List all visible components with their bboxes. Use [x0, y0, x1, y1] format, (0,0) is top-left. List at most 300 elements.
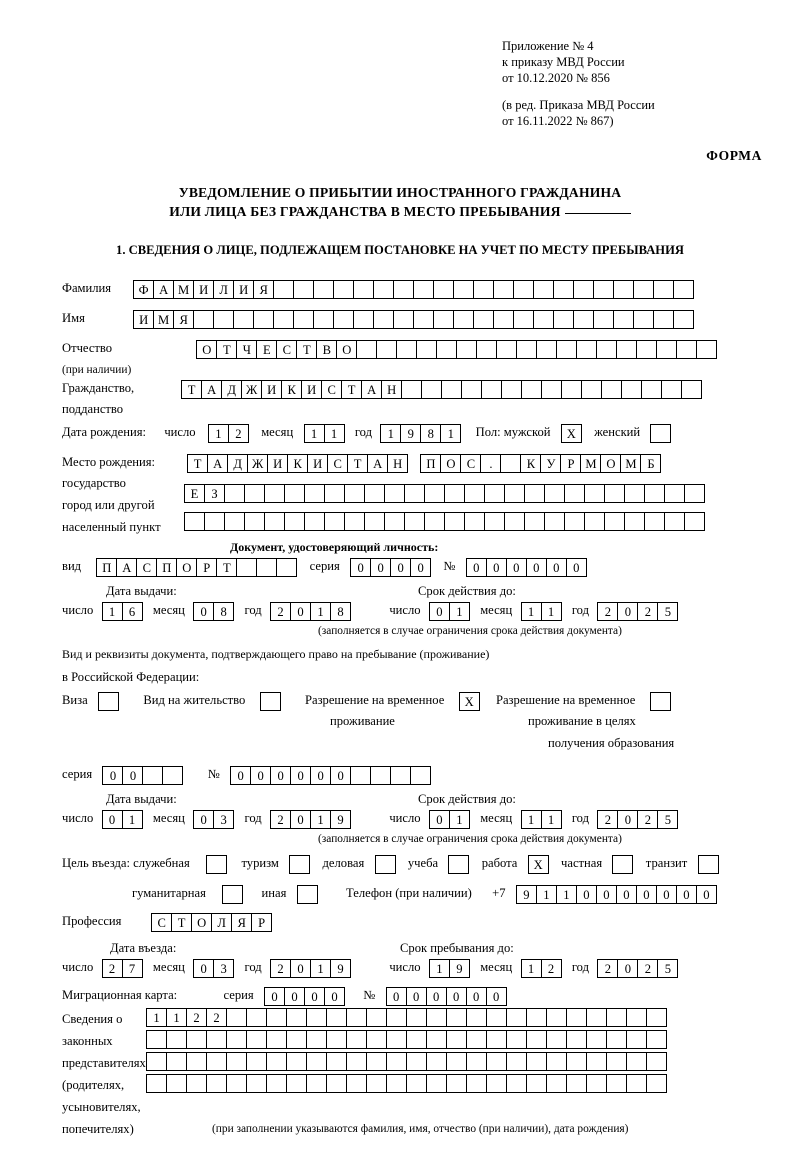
- char-cell[interactable]: Т: [187, 454, 208, 473]
- char-cell[interactable]: 0: [636, 885, 657, 904]
- char-cell[interactable]: [504, 512, 525, 531]
- char-cell[interactable]: [213, 310, 234, 329]
- char-cell[interactable]: [626, 1074, 647, 1093]
- char-cell[interactable]: [166, 1030, 187, 1049]
- char-cell[interactable]: [404, 484, 425, 503]
- char-cell[interactable]: Ж: [241, 380, 262, 399]
- char-cell[interactable]: [404, 512, 425, 531]
- checkbox-private[interactable]: [612, 855, 633, 874]
- char-cell[interactable]: 0: [566, 558, 587, 577]
- char-cell[interactable]: [333, 280, 354, 299]
- char-cell[interactable]: 0: [616, 885, 637, 904]
- input-mc-series[interactable]: [264, 987, 345, 1006]
- char-cell[interactable]: [553, 310, 574, 329]
- checkbox-sex-female[interactable]: [650, 424, 671, 443]
- char-cell[interactable]: 0: [330, 766, 351, 785]
- char-cell[interactable]: [373, 310, 394, 329]
- input-stay-issue-month[interactable]: [193, 810, 234, 829]
- char-cell[interactable]: [564, 484, 585, 503]
- char-cell[interactable]: [626, 1008, 647, 1027]
- char-cell[interactable]: [636, 340, 657, 359]
- char-cell[interactable]: [564, 512, 585, 531]
- char-cell[interactable]: 1: [310, 602, 331, 621]
- char-cell[interactable]: Л: [211, 913, 232, 932]
- char-cell[interactable]: [493, 280, 514, 299]
- char-cell[interactable]: [633, 280, 654, 299]
- char-cell[interactable]: [233, 310, 254, 329]
- char-cell[interactable]: [313, 310, 334, 329]
- char-cell[interactable]: О: [440, 454, 461, 473]
- char-cell[interactable]: [246, 1008, 267, 1027]
- char-cell[interactable]: [464, 484, 485, 503]
- char-cell[interactable]: У: [540, 454, 561, 473]
- char-cell[interactable]: [206, 1030, 227, 1049]
- char-cell[interactable]: 1: [440, 424, 461, 443]
- char-cell[interactable]: [506, 1030, 527, 1049]
- char-cell[interactable]: [226, 1008, 247, 1027]
- char-cell[interactable]: [544, 484, 565, 503]
- char-cell[interactable]: З: [204, 484, 225, 503]
- char-cell[interactable]: Е: [184, 484, 205, 503]
- char-cell[interactable]: [333, 310, 354, 329]
- char-cell[interactable]: [376, 340, 397, 359]
- char-cell[interactable]: [624, 484, 645, 503]
- char-cell[interactable]: [466, 1052, 487, 1071]
- input-stay-until-year[interactable]: [597, 959, 678, 978]
- checkbox-residence-permit[interactable]: [260, 692, 281, 711]
- char-cell[interactable]: 0: [370, 558, 391, 577]
- input-mc-number[interactable]: [386, 987, 507, 1006]
- char-cell[interactable]: 0: [193, 602, 214, 621]
- char-cell[interactable]: [576, 340, 597, 359]
- char-cell[interactable]: [593, 310, 614, 329]
- char-cell[interactable]: [486, 1030, 507, 1049]
- char-cell[interactable]: [506, 1008, 527, 1027]
- char-cell[interactable]: [626, 1030, 647, 1049]
- input-doc-valid-month[interactable]: [521, 602, 562, 621]
- char-cell[interactable]: [326, 1030, 347, 1049]
- char-cell[interactable]: 2: [637, 959, 658, 978]
- char-cell[interactable]: [466, 1074, 487, 1093]
- char-cell[interactable]: [500, 454, 521, 473]
- char-cell[interactable]: [606, 1030, 627, 1049]
- char-cell[interactable]: 1: [310, 959, 331, 978]
- input-stay-issue-year[interactable]: [270, 810, 351, 829]
- char-cell[interactable]: 9: [516, 885, 537, 904]
- char-cell[interactable]: 8: [420, 424, 441, 443]
- char-cell[interactable]: [626, 1052, 647, 1071]
- char-cell[interactable]: [346, 1030, 367, 1049]
- char-cell[interactable]: Р: [560, 454, 581, 473]
- char-cell[interactable]: [506, 1074, 527, 1093]
- char-cell[interactable]: [344, 484, 365, 503]
- char-cell[interactable]: 1: [122, 810, 143, 829]
- char-cell[interactable]: [186, 1052, 207, 1071]
- char-cell[interactable]: К: [281, 380, 302, 399]
- char-cell[interactable]: [464, 512, 485, 531]
- char-cell[interactable]: 0: [290, 810, 311, 829]
- char-cell[interactable]: [324, 484, 345, 503]
- checkbox-sex-male[interactable]: X: [561, 424, 582, 443]
- char-cell[interactable]: [266, 1008, 287, 1027]
- char-cell[interactable]: [526, 1074, 547, 1093]
- char-cell[interactable]: [446, 1008, 467, 1027]
- char-cell[interactable]: [573, 280, 594, 299]
- char-cell[interactable]: 0: [284, 987, 305, 1006]
- char-cell[interactable]: [186, 1030, 207, 1049]
- char-cell[interactable]: [546, 1052, 567, 1071]
- char-cell[interactable]: [426, 1030, 447, 1049]
- char-cell[interactable]: [286, 1074, 307, 1093]
- char-cell[interactable]: [166, 1074, 187, 1093]
- char-cell[interactable]: [246, 1074, 267, 1093]
- char-cell[interactable]: [466, 1030, 487, 1049]
- char-cell[interactable]: [413, 280, 434, 299]
- char-cell[interactable]: 2: [206, 1008, 227, 1027]
- char-cell[interactable]: [584, 512, 605, 531]
- char-cell[interactable]: [486, 1008, 507, 1027]
- char-cell[interactable]: [433, 280, 454, 299]
- char-cell[interactable]: О: [176, 558, 197, 577]
- char-cell[interactable]: [264, 512, 285, 531]
- char-cell[interactable]: [424, 512, 445, 531]
- checkbox-work[interactable]: X: [528, 855, 549, 874]
- char-cell[interactable]: [446, 1030, 467, 1049]
- char-cell[interactable]: [664, 512, 685, 531]
- char-cell[interactable]: [496, 340, 517, 359]
- input-entry-year[interactable]: [270, 959, 351, 978]
- char-cell[interactable]: [346, 1008, 367, 1027]
- char-cell[interactable]: М: [153, 310, 174, 329]
- char-cell[interactable]: [384, 512, 405, 531]
- char-cell[interactable]: [406, 1074, 427, 1093]
- char-cell[interactable]: [421, 380, 442, 399]
- char-cell[interactable]: [486, 1074, 507, 1093]
- char-cell[interactable]: И: [267, 454, 288, 473]
- char-cell[interactable]: [584, 484, 605, 503]
- char-cell[interactable]: 2: [597, 602, 618, 621]
- char-cell[interactable]: И: [307, 454, 328, 473]
- input-birth-month[interactable]: [304, 424, 345, 443]
- char-cell[interactable]: [166, 1052, 187, 1071]
- input-birth-city-row3[interactable]: [184, 512, 705, 531]
- char-cell[interactable]: 5: [657, 602, 678, 621]
- char-cell[interactable]: [453, 310, 474, 329]
- char-cell[interactable]: 9: [330, 959, 351, 978]
- input-legal-rep-row3[interactable]: [146, 1052, 667, 1071]
- char-cell[interactable]: 2: [637, 810, 658, 829]
- char-cell[interactable]: 0: [290, 766, 311, 785]
- char-cell[interactable]: [304, 484, 325, 503]
- char-cell[interactable]: [441, 380, 462, 399]
- input-doc-series[interactable]: [350, 558, 431, 577]
- char-cell[interactable]: 0: [304, 987, 325, 1006]
- char-cell[interactable]: [566, 1074, 587, 1093]
- char-cell[interactable]: [273, 280, 294, 299]
- char-cell[interactable]: [264, 484, 285, 503]
- char-cell[interactable]: [326, 1074, 347, 1093]
- char-cell[interactable]: [236, 558, 257, 577]
- char-cell[interactable]: [593, 280, 614, 299]
- char-cell[interactable]: [366, 1074, 387, 1093]
- char-cell[interactable]: 0: [506, 558, 527, 577]
- char-cell[interactable]: 0: [429, 810, 450, 829]
- char-cell[interactable]: А: [116, 558, 137, 577]
- char-cell[interactable]: [484, 484, 505, 503]
- char-cell[interactable]: [390, 766, 411, 785]
- char-cell[interactable]: [244, 484, 265, 503]
- char-cell[interactable]: [366, 1052, 387, 1071]
- char-cell[interactable]: [586, 1052, 607, 1071]
- char-cell[interactable]: [226, 1074, 247, 1093]
- char-cell[interactable]: 1: [541, 810, 562, 829]
- char-cell[interactable]: [566, 1030, 587, 1049]
- char-cell[interactable]: [204, 512, 225, 531]
- char-cell[interactable]: [426, 1052, 447, 1071]
- char-cell[interactable]: [646, 1052, 667, 1071]
- char-cell[interactable]: [244, 512, 265, 531]
- char-cell[interactable]: 0: [429, 602, 450, 621]
- char-cell[interactable]: [526, 1052, 547, 1071]
- char-cell[interactable]: 0: [426, 987, 447, 1006]
- char-cell[interactable]: 0: [350, 558, 371, 577]
- char-cell[interactable]: О: [600, 454, 621, 473]
- char-cell[interactable]: [353, 280, 374, 299]
- char-cell[interactable]: 9: [400, 424, 421, 443]
- checkbox-study[interactable]: [448, 855, 469, 874]
- char-cell[interactable]: 0: [656, 885, 677, 904]
- char-cell[interactable]: [601, 380, 622, 399]
- char-cell[interactable]: [684, 484, 705, 503]
- char-cell[interactable]: Л: [213, 280, 234, 299]
- char-cell[interactable]: [521, 380, 542, 399]
- input-stay-until-day[interactable]: [429, 959, 470, 978]
- char-cell[interactable]: Н: [381, 380, 402, 399]
- char-cell[interactable]: [293, 310, 314, 329]
- input-stay-series[interactable]: [102, 766, 183, 785]
- char-cell[interactable]: 2: [270, 810, 291, 829]
- char-cell[interactable]: [186, 1074, 207, 1093]
- char-cell[interactable]: И: [301, 380, 322, 399]
- char-cell[interactable]: [681, 380, 702, 399]
- input-birth-year[interactable]: [380, 424, 461, 443]
- checkbox-purpose-official[interactable]: [206, 855, 227, 874]
- char-cell[interactable]: 2: [270, 959, 291, 978]
- char-cell[interactable]: [366, 1030, 387, 1049]
- char-cell[interactable]: Р: [196, 558, 217, 577]
- char-cell[interactable]: 1: [380, 424, 401, 443]
- char-cell[interactable]: [596, 340, 617, 359]
- char-cell[interactable]: [401, 380, 422, 399]
- input-birth-day[interactable]: [208, 424, 249, 443]
- char-cell[interactable]: К: [287, 454, 308, 473]
- char-cell[interactable]: [386, 1074, 407, 1093]
- char-cell[interactable]: 0: [193, 810, 214, 829]
- char-cell[interactable]: 1: [429, 959, 450, 978]
- char-cell[interactable]: Б: [640, 454, 661, 473]
- input-doc-issue-year[interactable]: [270, 602, 351, 621]
- char-cell[interactable]: [256, 558, 277, 577]
- input-stay-number[interactable]: [230, 766, 431, 785]
- char-cell[interactable]: [473, 310, 494, 329]
- input-doc-valid-day[interactable]: [429, 602, 470, 621]
- char-cell[interactable]: Я: [253, 280, 274, 299]
- char-cell[interactable]: [581, 380, 602, 399]
- char-cell[interactable]: [436, 340, 457, 359]
- char-cell[interactable]: [624, 512, 645, 531]
- char-cell[interactable]: [526, 1008, 547, 1027]
- input-doc-issue-day[interactable]: [102, 602, 143, 621]
- char-cell[interactable]: [621, 380, 642, 399]
- char-cell[interactable]: [313, 280, 334, 299]
- char-cell[interactable]: [533, 310, 554, 329]
- char-cell[interactable]: О: [196, 340, 217, 359]
- char-cell[interactable]: 1: [556, 885, 577, 904]
- char-cell[interactable]: 7: [122, 959, 143, 978]
- char-cell[interactable]: 0: [576, 885, 597, 904]
- char-cell[interactable]: Т: [341, 380, 362, 399]
- char-cell[interactable]: [673, 280, 694, 299]
- char-cell[interactable]: 0: [526, 558, 547, 577]
- char-cell[interactable]: [373, 280, 394, 299]
- char-cell[interactable]: 0: [446, 987, 467, 1006]
- char-cell[interactable]: 0: [617, 959, 638, 978]
- input-entry-month[interactable]: [193, 959, 234, 978]
- char-cell[interactable]: [486, 1052, 507, 1071]
- char-cell[interactable]: [364, 484, 385, 503]
- input-doc-issue-month[interactable]: [193, 602, 234, 621]
- char-cell[interactable]: [466, 1008, 487, 1027]
- char-cell[interactable]: 1: [310, 810, 331, 829]
- char-cell[interactable]: [673, 310, 694, 329]
- char-cell[interactable]: [516, 340, 537, 359]
- char-cell[interactable]: [413, 310, 434, 329]
- char-cell[interactable]: 1: [146, 1008, 167, 1027]
- char-cell[interactable]: [446, 1052, 467, 1071]
- char-cell[interactable]: [524, 512, 545, 531]
- char-cell[interactable]: [253, 310, 274, 329]
- char-cell[interactable]: М: [173, 280, 194, 299]
- char-cell[interactable]: 3: [213, 810, 234, 829]
- input-stay-valid-year[interactable]: [597, 810, 678, 829]
- char-cell[interactable]: [226, 1030, 247, 1049]
- char-cell[interactable]: [353, 310, 374, 329]
- char-cell[interactable]: И: [193, 280, 214, 299]
- char-cell[interactable]: [344, 512, 365, 531]
- char-cell[interactable]: [393, 310, 414, 329]
- char-cell[interactable]: [644, 484, 665, 503]
- char-cell[interactable]: Д: [221, 380, 242, 399]
- char-cell[interactable]: 0: [102, 766, 123, 785]
- char-cell[interactable]: [444, 484, 465, 503]
- char-cell[interactable]: 5: [657, 810, 678, 829]
- char-cell[interactable]: [306, 1074, 327, 1093]
- char-cell[interactable]: [386, 1008, 407, 1027]
- char-cell[interactable]: [484, 512, 505, 531]
- char-cell[interactable]: [606, 1052, 627, 1071]
- char-cell[interactable]: С: [276, 340, 297, 359]
- char-cell[interactable]: [286, 1008, 307, 1027]
- char-cell[interactable]: 0: [310, 766, 331, 785]
- input-legal-rep-row4[interactable]: [146, 1074, 667, 1093]
- char-cell[interactable]: [556, 340, 577, 359]
- char-cell[interactable]: Ж: [247, 454, 268, 473]
- checkbox-humanitarian[interactable]: [222, 885, 243, 904]
- char-cell[interactable]: [286, 1052, 307, 1071]
- char-cell[interactable]: 0: [250, 766, 271, 785]
- char-cell[interactable]: [284, 512, 305, 531]
- char-cell[interactable]: [406, 1052, 427, 1071]
- char-cell[interactable]: К: [520, 454, 541, 473]
- input-phone[interactable]: [516, 885, 717, 904]
- char-cell[interactable]: [586, 1030, 607, 1049]
- char-cell[interactable]: [366, 1008, 387, 1027]
- char-cell[interactable]: [193, 310, 214, 329]
- char-cell[interactable]: 0: [466, 558, 487, 577]
- char-cell[interactable]: [146, 1074, 167, 1093]
- char-cell[interactable]: П: [96, 558, 117, 577]
- char-cell[interactable]: [641, 380, 662, 399]
- char-cell[interactable]: [350, 766, 371, 785]
- char-cell[interactable]: [644, 512, 665, 531]
- char-cell[interactable]: Р: [251, 913, 272, 932]
- input-doc-kind[interactable]: [96, 558, 297, 577]
- char-cell[interactable]: 0: [230, 766, 251, 785]
- char-cell[interactable]: О: [191, 913, 212, 932]
- char-cell[interactable]: [444, 512, 465, 531]
- char-cell[interactable]: [604, 512, 625, 531]
- char-cell[interactable]: 2: [228, 424, 249, 443]
- char-cell[interactable]: С: [136, 558, 157, 577]
- char-cell[interactable]: [284, 484, 305, 503]
- char-cell[interactable]: [246, 1052, 267, 1071]
- input-entry-day[interactable]: [102, 959, 143, 978]
- char-cell[interactable]: 1: [449, 810, 470, 829]
- char-cell[interactable]: [246, 1030, 267, 1049]
- input-surname[interactable]: [133, 280, 694, 299]
- char-cell[interactable]: П: [420, 454, 441, 473]
- char-cell[interactable]: [546, 1074, 567, 1093]
- char-cell[interactable]: [206, 1052, 227, 1071]
- char-cell[interactable]: [481, 380, 502, 399]
- char-cell[interactable]: А: [367, 454, 388, 473]
- char-cell[interactable]: [276, 558, 297, 577]
- char-cell[interactable]: 9: [330, 810, 351, 829]
- char-cell[interactable]: [424, 484, 445, 503]
- char-cell[interactable]: [364, 512, 385, 531]
- char-cell[interactable]: С: [327, 454, 348, 473]
- char-cell[interactable]: М: [620, 454, 641, 473]
- char-cell[interactable]: 0: [193, 959, 214, 978]
- char-cell[interactable]: Е: [256, 340, 277, 359]
- char-cell[interactable]: 1: [521, 810, 542, 829]
- checkbox-other[interactable]: [297, 885, 318, 904]
- char-cell[interactable]: В: [316, 340, 337, 359]
- char-cell[interactable]: [426, 1074, 447, 1093]
- char-cell[interactable]: [266, 1074, 287, 1093]
- char-cell[interactable]: [646, 1008, 667, 1027]
- char-cell[interactable]: [676, 340, 697, 359]
- checkbox-business[interactable]: [375, 855, 396, 874]
- char-cell[interactable]: 0: [122, 766, 143, 785]
- input-legal-rep-row2[interactable]: [146, 1030, 667, 1049]
- char-cell[interactable]: 0: [324, 987, 345, 1006]
- char-cell[interactable]: 9: [449, 959, 470, 978]
- char-cell[interactable]: С: [460, 454, 481, 473]
- char-cell[interactable]: [410, 766, 431, 785]
- char-cell[interactable]: [384, 484, 405, 503]
- input-birth-city-row1[interactable]: [420, 454, 661, 473]
